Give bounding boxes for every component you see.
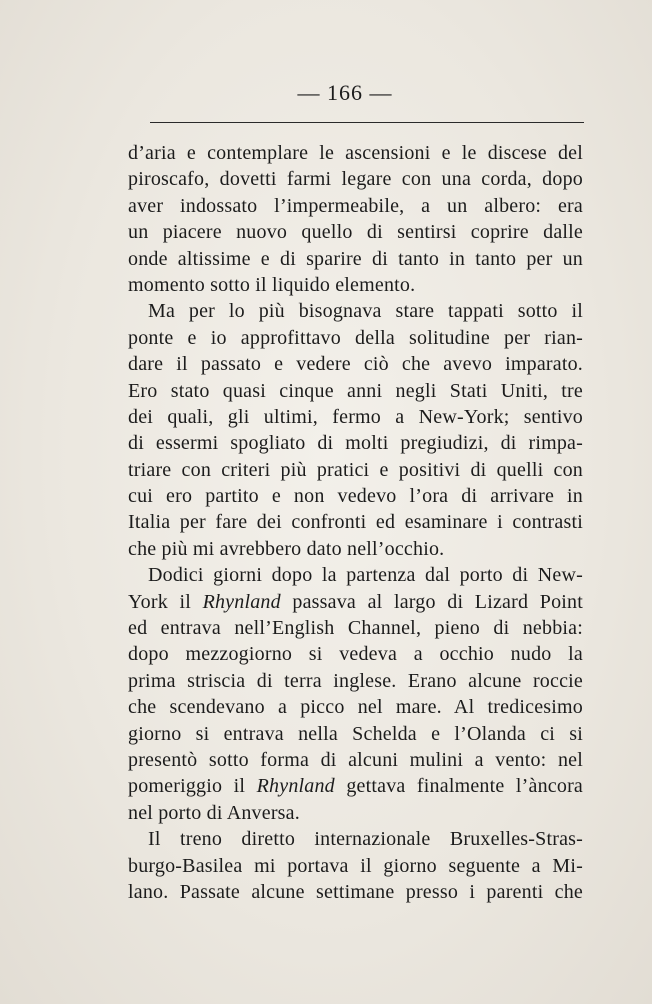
text-segment: gettava finalmente l’àncora bbox=[334, 775, 584, 798]
text-segment: Il treno diretto internazionale Bruxelles-Stras- bbox=[148, 828, 583, 851]
text-segment: passava al largo di Lizard Point bbox=[280, 590, 583, 613]
text-segment: lano. Passate alcune settimane presso i parenti che bbox=[128, 880, 583, 903]
text-line bbox=[128, 483, 583, 509]
text-segment: ponte e io approfittavo della solitudine per rian- bbox=[128, 326, 583, 349]
text-segment: dei quali, gli ultimi, fermo a New-York; sentivo bbox=[128, 405, 583, 428]
text-line bbox=[128, 378, 583, 404]
text-segment: York il bbox=[128, 590, 203, 613]
text-segment: Dodici giorni dopo la partenza dal porto di New- bbox=[148, 564, 583, 587]
body-text bbox=[128, 140, 583, 905]
text-segment: Italia per fare dei confronti ed esaminare i contrasti bbox=[128, 511, 583, 534]
text-line bbox=[128, 641, 583, 667]
text-line bbox=[128, 404, 583, 430]
text-segment: triare con criteri più pratici e positivi di quelli con bbox=[128, 458, 583, 481]
text-line bbox=[128, 272, 583, 298]
text-segment: burgo-Basilea mi portava il giorno seguente a Mi- bbox=[128, 854, 583, 877]
text-line bbox=[128, 219, 583, 245]
text-line bbox=[128, 747, 583, 773]
text-segment: presentò sotto forma di alcuni mulini a vento: nel bbox=[128, 748, 583, 771]
text-segment: momento sotto il liquido elemento. bbox=[128, 273, 416, 296]
paragraph bbox=[128, 298, 583, 562]
text-line bbox=[128, 879, 583, 905]
paragraph bbox=[128, 826, 583, 905]
text-line bbox=[128, 166, 583, 192]
header-rule bbox=[150, 122, 584, 123]
text-segment: prima striscia di terra inglese. Erano alcune roccie bbox=[128, 669, 583, 692]
ship-name: Rhynland bbox=[256, 775, 335, 798]
text-line bbox=[128, 668, 583, 694]
text-segment: ed entrava nell’English Channel, pieno di nebbia: bbox=[128, 617, 583, 640]
text-segment: che più mi avrebbero dato nell’occhio. bbox=[128, 537, 445, 560]
text-line bbox=[128, 562, 583, 588]
text-segment: pomeriggio il bbox=[128, 775, 257, 798]
text-segment: nel porto di Anversa. bbox=[128, 801, 300, 824]
text-line bbox=[128, 773, 583, 799]
text-line bbox=[128, 589, 583, 615]
text-line bbox=[128, 694, 583, 720]
paragraph bbox=[128, 140, 583, 298]
text-segment: dopo mezzogiorno si vedeva a occhio nudo la bbox=[128, 643, 583, 666]
text-segment: un piacere nuovo quello di sentirsi coprire dalle bbox=[128, 221, 583, 244]
text-segment: Ma per lo più bisognava stare tappati sotto il bbox=[148, 300, 583, 323]
paragraph bbox=[128, 562, 583, 826]
text-line bbox=[128, 246, 583, 272]
text-segment: che scendevano a picco nel mare. Al tredicesimo bbox=[128, 696, 583, 719]
text-line bbox=[128, 826, 583, 852]
text-segment: aver indossato l’impermeabile, a un albero: era bbox=[128, 194, 583, 217]
text-segment: d’aria e contemplare le ascensioni e le discese del bbox=[128, 142, 583, 164]
text-line bbox=[128, 430, 583, 456]
text-line bbox=[128, 721, 583, 747]
text-line bbox=[128, 140, 583, 166]
text-segment: onde altissime e di sparire di tanto in tanto per un bbox=[128, 247, 583, 270]
text-line bbox=[128, 853, 583, 879]
text-line bbox=[128, 193, 583, 219]
text-line bbox=[128, 615, 583, 641]
text-segment: giorno si entrava nella Schelda e l’Olanda ci si bbox=[128, 722, 583, 745]
text-segment: Ero stato quasi cinque anni negli Stati Uniti, tre bbox=[128, 379, 583, 402]
text-segment: piroscafo, dovetti farmi legare con una corda, dopo bbox=[128, 168, 583, 191]
ship-name: Rhynland bbox=[202, 590, 281, 613]
text-segment: cui ero partito e non vedevo l’ora di arrivare in bbox=[128, 485, 583, 508]
text-line bbox=[128, 351, 583, 377]
text-line bbox=[128, 800, 583, 826]
text-segment: di essermi spogliato di molti pregiudizi, di rimpa- bbox=[128, 432, 583, 455]
text-line bbox=[128, 457, 583, 483]
page-number: — 166 — bbox=[297, 80, 393, 105]
text-segment: dare il passato e vedere ciò che avevo imparato. bbox=[128, 353, 583, 376]
text-line bbox=[128, 325, 583, 351]
text-line bbox=[128, 298, 583, 324]
text-line bbox=[128, 509, 583, 535]
text-line bbox=[128, 536, 583, 562]
